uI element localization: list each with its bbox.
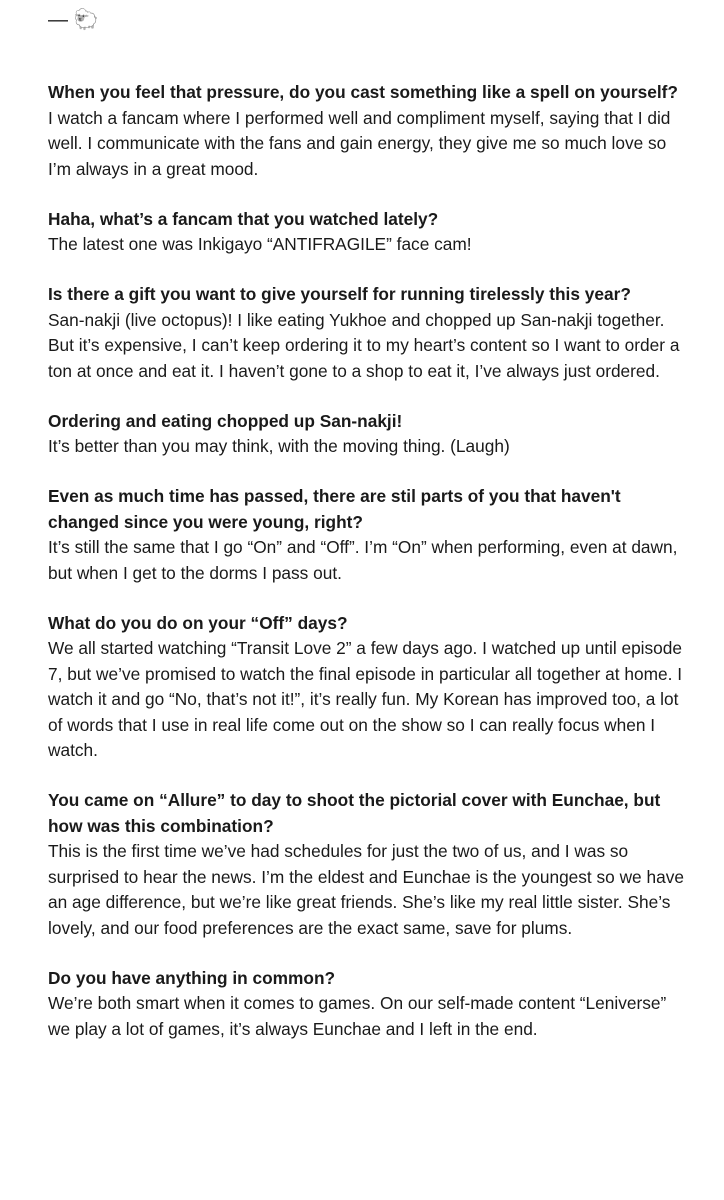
qa-item bbox=[48, 80, 688, 182]
interview-content bbox=[48, 80, 688, 1067]
qa-item bbox=[48, 611, 688, 764]
question: Even as much time has passed, there are stil parts of you that haven't changed since you were young, right? bbox=[48, 486, 621, 532]
em-dash: — bbox=[48, 9, 68, 31]
qa-item bbox=[48, 966, 688, 1043]
answer: I watch a fancam where I performed well and compliment myself, saying that I did well. I communicate with the fans and gain energy, they give me so much love so I’m always in a great mood. bbox=[48, 107, 671, 179]
answer: It’s better than you may think, with the moving thing. (Laugh) bbox=[48, 436, 510, 456]
answer: We’re both smart when it comes to games. On our self-made content “Leniverse” we play a lot of games, it’s always Eunchae and I left in the end. bbox=[48, 993, 667, 1039]
answer: This is the first time we’ve had schedules for just the two of us, and I was so surprised to hear the news. I’m the eldest and Eunchae is the youngest so we have an age difference, but we’re like great friends. She’s like my real little sister. She’s lovely, and our food preferences are the exact same, save for plums. bbox=[48, 841, 684, 938]
sheep-icon: 🐑 bbox=[73, 9, 99, 31]
question: Haha, what’s a fancam that you watched lately? bbox=[48, 208, 439, 229]
answer: We all started watching “Transit Love 2” a few days ago. I watched up until episode 7, but we’ve promised to watch the final episode in particular all together at home. I watch it and go “No, that’s not it!”, it’s really fun. My Korean has improved too, a lot of words that I use in real life come out on the show so I can really focus when I watch. bbox=[48, 638, 682, 760]
answer: San-nakji (live octopus)! I like eating Yukhoe and chopped up San-nakji together. But it’s expensive, I can’t keep ordering it to my heart’s content so I want to order a ton at once and eat it. I haven’t gone to a shop to eat it, I’ve always just ordered. bbox=[48, 309, 680, 381]
qa-item bbox=[48, 788, 688, 941]
question: Do you have anything in common? bbox=[48, 967, 336, 988]
header-line bbox=[48, 6, 98, 34]
question: Ordering and eating chopped up San-nakji! bbox=[48, 410, 403, 431]
question: What do you do on your “Off” days? bbox=[48, 612, 348, 633]
qa-item bbox=[48, 282, 688, 384]
answer: The latest one was Inkigayo “ANTIFRAGILE” face cam! bbox=[48, 234, 472, 254]
question: Is there a gift you want to give yourself for running tirelessly this year? bbox=[48, 284, 631, 304]
qa-item bbox=[48, 207, 688, 258]
answer: It’s still the same that I go “On” and “Off”. I’m “On” when performing, even at dawn, but when I get to the dorms I pass out. bbox=[48, 537, 678, 583]
question: You came on “Allure” to day to shoot the pictorial cover with Eunchae, but how was this combination? bbox=[48, 790, 661, 836]
qa-item bbox=[48, 484, 688, 586]
question: When you feel that pressure, do you cast something like a spell on yourself? bbox=[48, 82, 678, 102]
qa-item bbox=[48, 409, 688, 460]
